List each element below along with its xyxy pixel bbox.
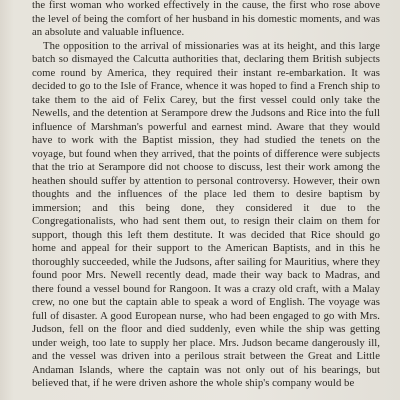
paragraph-opposition: The opposition to the arrival of missionaries was at its height, and this large batch so dismayed the Calcutta authorities that, declaring them British subjects come round by America, they required their instant re-embarkation. It was decided to go to the Isle of France, whence it was hoped to find a French ship to take them to the aid of Felix Carey, but the first vessel could only take the Newells, and the detention at Serampore drew the Judsons and Rice into the full influence of Marshman's powerful and earnest mind. Aware that they would have to work with the Baptist mission, they had studied the tenets on the voyage, but found when they arrived, that the points of difference were subjects that the trio at Serampore did not choose to discuss, lest their work among the heathen should suffer by attention to personal controversy. However, their own thoughts and the influences of the place led them to desire baptism by immersion; and this being done, they considered it due to the Congregationalists, who had sent them out, to resign their claim on them for support, though this left them destitute. It was decided that Rice should go home and appeal for their support to the American Baptists, and in this he thoroughly succeeded, while the Judsons, after sailing for Mauritius, where they found poor Mrs. Newell recently dead, made their way back to Madras, and there found a vessel bound for Rangoon. It was a crazy old craft, with a Malay crew, no one but the captain able to speak a word of English. The voyage was full of disaster. A good European nurse, who had been engaged to go with Mrs. Judson, fell on the floor and died suddenly, even while the ship was getting under weigh, too late to supply her place. Mrs. Judson became dangerously ill, and the vessel was driven into a perilous strait between the Great and Little Andaman Islands, where the captain was not only out of his bearings, but believed that, if he were driven ashore the whole ship's company would be (32, 39, 380, 389)
page-text (32, 0, 380, 391)
paragraph-continuation: the first woman who worked effectively in the cause, the first who rose above the level of being the comfort of her husband in his domestic moments, and was an absolute and valuable influence. (32, 0, 380, 38)
